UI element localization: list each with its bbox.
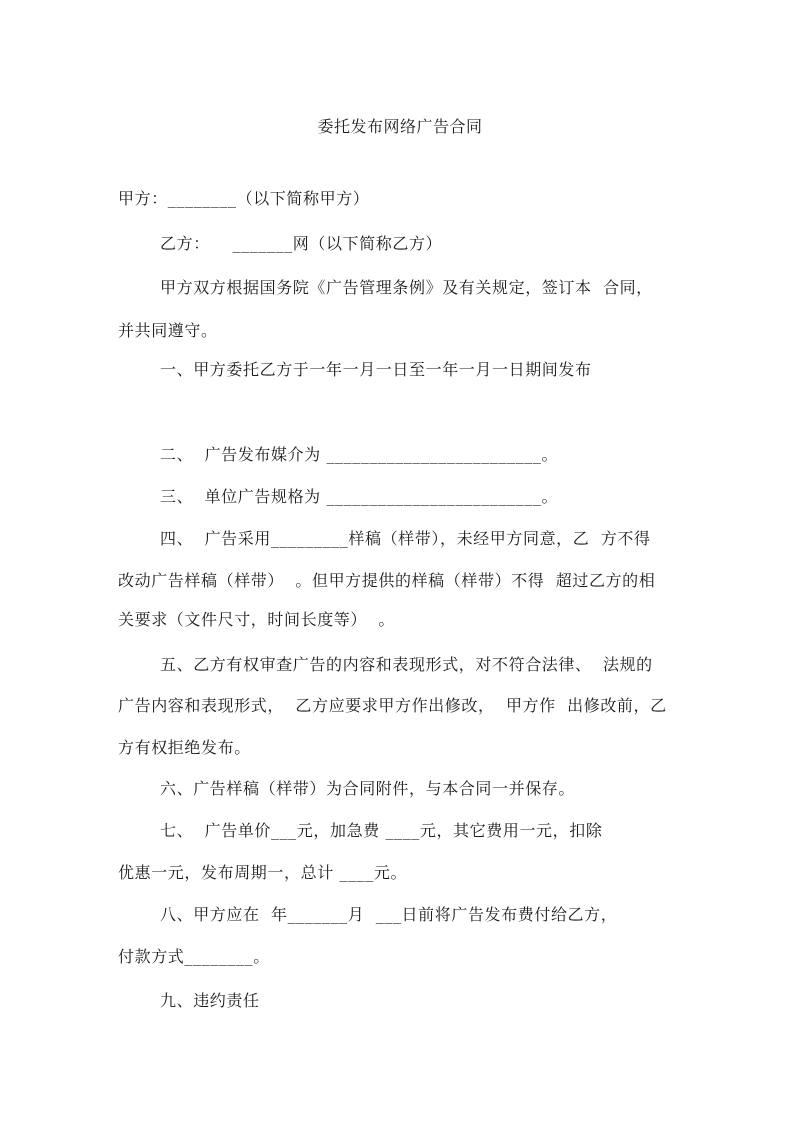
clause-4-line-1: 四、 广告采用_________样稿（样带），未经甲方同意，乙 方不得 bbox=[160, 529, 651, 548]
clause-4-line-3: 关要求（文件尺寸，时间长度等） 。 bbox=[118, 610, 395, 629]
document-title: 委托发布网络广告合同 bbox=[317, 117, 483, 136]
clause-2: 二、 广告发布媒介为 _________________________。 bbox=[160, 445, 559, 464]
clause-5-line-3: 方有权拒绝发布。 bbox=[118, 738, 251, 757]
preamble-line-2: 并共同遵守。 bbox=[118, 321, 218, 340]
clause-9: 九、违约责任 bbox=[160, 991, 260, 1010]
clause-3: 三、 单位广告规格为 _________________________。 bbox=[160, 487, 559, 506]
clause-6: 六、广告样稿（样带）为合同附件，与本合同一并保存。 bbox=[160, 779, 576, 798]
clause-7-line-2: 优惠一元，发布周期一，总计 ____元。 bbox=[118, 863, 408, 882]
clause-8-line-2: 付款方式________。 bbox=[118, 947, 270, 966]
clause-5-line-2: 广告内容和表现形式， 乙方应要求甲方作出修改， 甲方作 出修改前，乙 bbox=[118, 696, 667, 715]
clause-4-line-2: 改动广告样稿（样带） 。但甲方提供的样稿（样带）不得 超过乙方的相 bbox=[118, 571, 656, 590]
clause-8-line-1: 八、甲方应在 年_______月 ___日前将广告发布费付给乙方， bbox=[160, 905, 618, 924]
party-a-line: 甲方：________（以下简称甲方） bbox=[118, 189, 370, 208]
clause-1: 一、甲方委托乙方于一年一月一日至一年一月一日期间发布 bbox=[160, 360, 592, 379]
clause-5-line-1: 五、乙方有权审查广告的内容和表现形式，对不符合法律、 法规的 bbox=[160, 655, 653, 674]
preamble-line-1: 甲方双方根据国务院《广告管理条例》及有关规定，签订本 合同， bbox=[160, 278, 653, 297]
party-b-line: 乙方： _______网（以下简称乙方） bbox=[160, 234, 443, 253]
clause-7-line-1: 七、 广告单价___元，加急费 ____元，其它费用一元，扣除 bbox=[160, 821, 603, 840]
